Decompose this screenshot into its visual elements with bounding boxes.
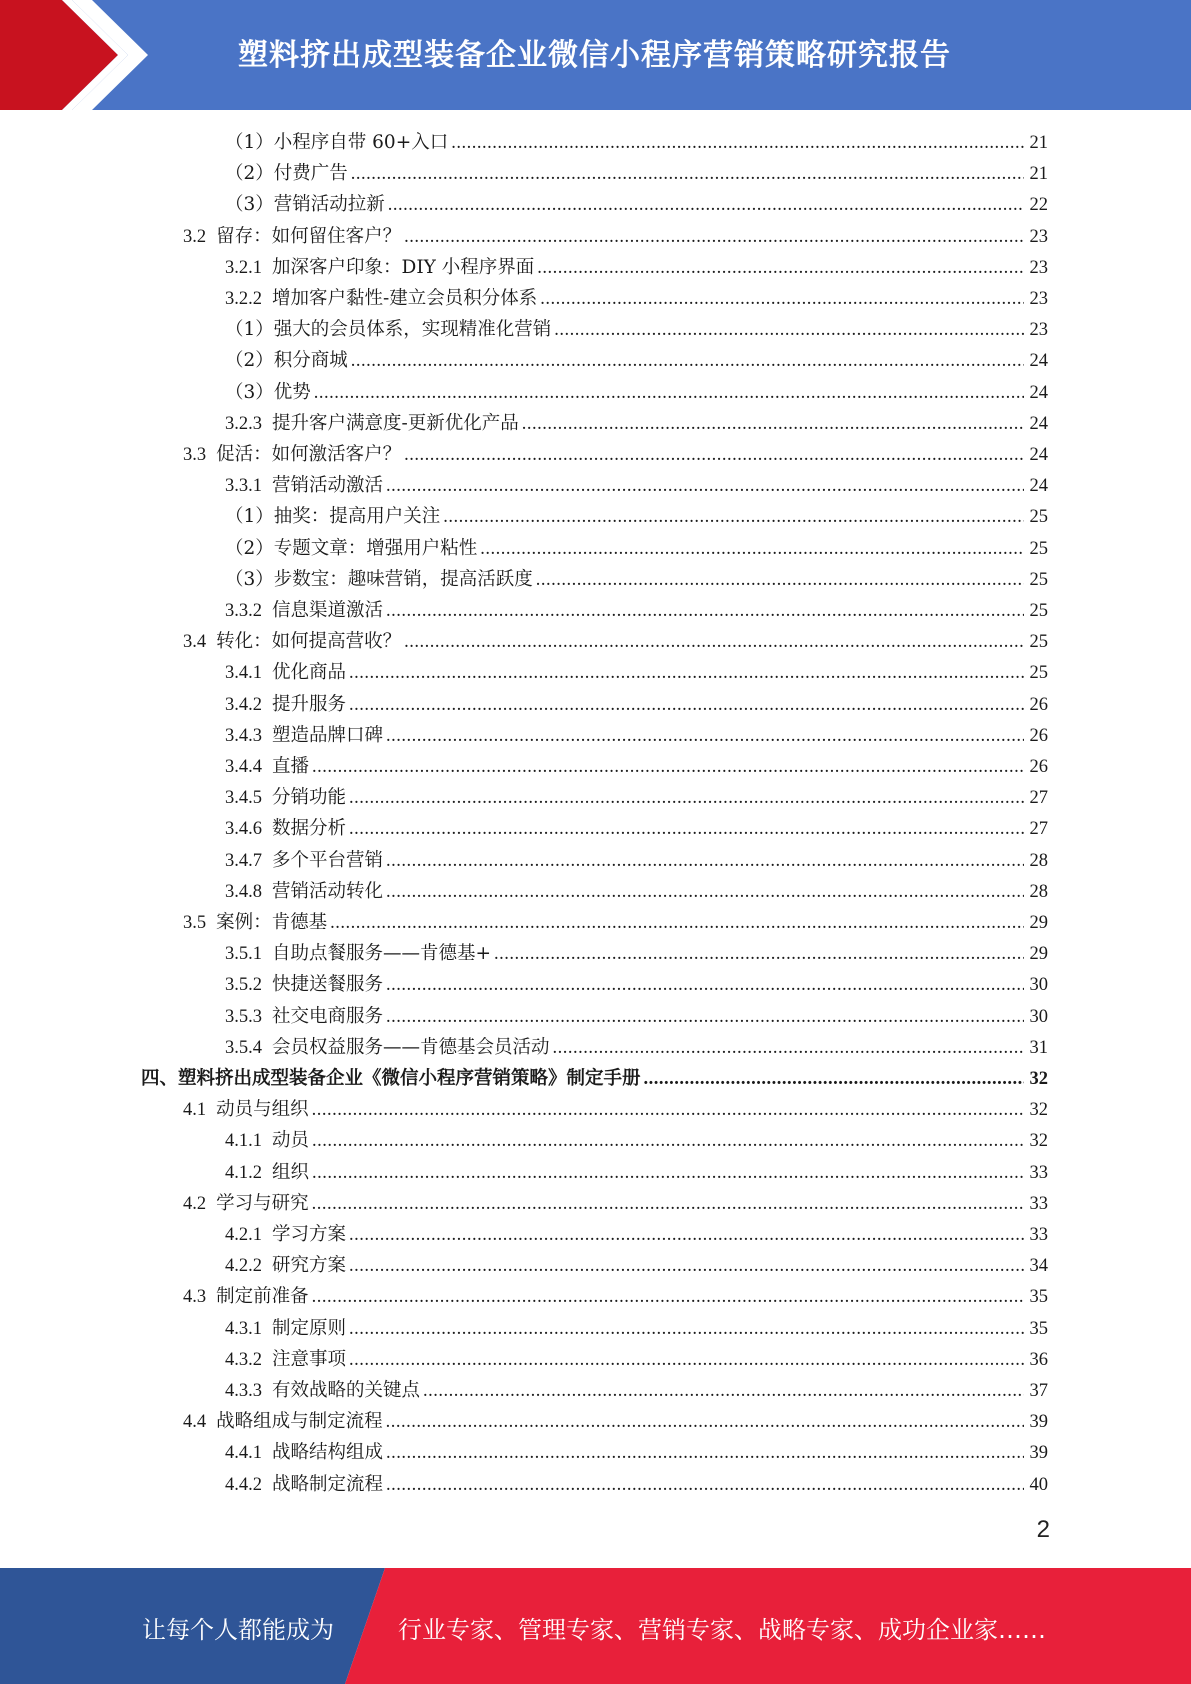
toc-entry-label: 提升客户满意度-更新优化产品 (272, 412, 519, 434)
toc-entry-page: 23 (1029, 257, 1048, 278)
toc-entry-label: 留存：如何留住客户？ (216, 225, 402, 247)
toc-entry-title (225, 876, 385, 908)
toc-dot-leader (644, 1063, 1024, 1094)
toc-entry-number: 4.1.1 (225, 1131, 262, 1152)
toc-entry[interactable] (0, 689, 1191, 720)
toc-entry-label: 多个平台营销 (272, 849, 384, 871)
toc-entry-number: 3.4 (183, 632, 207, 653)
toc-entry-number: 3.5.4 (225, 1037, 262, 1058)
toc-entry-number: 3.4.8 (225, 881, 262, 902)
toc-entry-title (225, 1157, 311, 1189)
toc-dot-leader (349, 1313, 1024, 1344)
toc-entry-number: 4.4.1 (225, 1443, 262, 1464)
toc-entry[interactable] (0, 813, 1191, 844)
toc-dot-leader (386, 470, 1024, 501)
toc-entry-label: 研究方案 (272, 1255, 347, 1277)
toc-entry-label: 社交电商服务 (272, 1005, 384, 1027)
toc-dot-leader (522, 408, 1024, 439)
toc-entry-label: 动员 (272, 1130, 310, 1152)
toc-entry[interactable] (0, 1219, 1191, 1250)
toc-entry-page: 35 (1029, 1318, 1048, 1339)
toc-dot-leader (423, 1375, 1024, 1406)
toc-entry[interactable] (0, 1188, 1191, 1219)
toc-entry-title (183, 626, 403, 658)
toc-entry[interactable] (0, 1344, 1191, 1375)
toc-entry-number: 3.2.1 (225, 257, 262, 278)
toc-entry-title (183, 1188, 311, 1220)
toc-dot-leader (386, 1001, 1024, 1032)
toc-entry-title (225, 408, 521, 440)
toc-dot-leader (494, 938, 1024, 969)
toc-entry-page: 39 (1029, 1443, 1048, 1464)
toc-entry[interactable] (0, 377, 1191, 408)
toc-entry-page: 34 (1029, 1256, 1048, 1277)
toc-entry-label: （3）优势 (225, 381, 311, 403)
toc-entry-label: （1）强大的会员体系，实现精准化营销 (225, 319, 552, 341)
toc-entry-number: 4.2.1 (225, 1225, 262, 1245)
toc-entry[interactable] (0, 938, 1191, 969)
toc-dot-leader (404, 221, 1024, 252)
toc-dot-leader (349, 689, 1024, 720)
toc-entry[interactable] (0, 845, 1191, 876)
toc-dot-leader (312, 1125, 1024, 1156)
toc-entry[interactable] (0, 345, 1191, 376)
toc-dot-leader (540, 283, 1024, 314)
toc-entry-label: 快捷送餐服务 (272, 974, 384, 996)
toc-entry-title (225, 657, 348, 689)
toc-entry-page: 30 (1029, 1006, 1048, 1027)
toc-entry[interactable] (0, 470, 1191, 501)
toc-entry-title (225, 189, 387, 220)
toc-dot-leader (312, 1157, 1024, 1188)
toc-entry[interactable] (0, 782, 1191, 813)
page-number: 2 (1036, 1516, 1050, 1543)
toc-dot-leader (386, 595, 1024, 626)
toc-entry-title (225, 470, 385, 502)
toc-entry-number: 3.5.1 (225, 944, 262, 965)
toc-entry-label: 四、塑料挤出成型装备企业《微信小程序营销策略》制定手册 (141, 1068, 641, 1089)
toc-entry-title (183, 1281, 311, 1313)
toc-entry[interactable] (0, 1094, 1191, 1125)
toc-entry[interactable] (0, 626, 1191, 657)
toc-entry-page: 24 (1029, 351, 1048, 372)
toc-entry-title (225, 533, 479, 564)
toc-dot-leader (404, 439, 1024, 470)
toc-entry-label: 战略制定流程 (272, 1473, 384, 1495)
toc-entry[interactable] (0, 314, 1191, 345)
toc-entry-label: 信息渠道激活 (272, 600, 384, 621)
toc-entry-number: 4.2 (183, 1193, 207, 1214)
toc-entry-title (225, 1250, 348, 1282)
toc-entry-page: 29 (1029, 913, 1048, 933)
toc-entry-page: 33 (1029, 1193, 1048, 1214)
toc-entry-number: 4.4.2 (225, 1474, 262, 1495)
toc-dot-leader (386, 845, 1024, 876)
toc-entry-title (225, 595, 385, 627)
toc-entry-label: 直播 (272, 756, 310, 777)
toc-entry[interactable] (0, 1032, 1191, 1063)
toc-entry[interactable] (0, 907, 1191, 938)
toc-dot-leader (349, 1219, 1024, 1250)
toc-entry-title (183, 1094, 311, 1126)
toc-dot-leader (349, 1250, 1024, 1281)
toc-entry[interactable] (0, 189, 1191, 220)
footer-banner (0, 1568, 1191, 1684)
toc-entry-page: 23 (1029, 226, 1048, 247)
toc-entry[interactable] (0, 1375, 1191, 1406)
toc-entry-title (141, 1063, 643, 1094)
toc-entry-page: 33 (1029, 1225, 1048, 1245)
toc-entry-number: 3.5.3 (225, 1006, 262, 1027)
toc-entry[interactable] (0, 751, 1191, 782)
toc-entry-number: 3.4.1 (225, 663, 262, 684)
toc-entry-page: 25 (1029, 663, 1048, 684)
toc-entry-number: 4.4 (183, 1412, 207, 1433)
toc-entry-label: 组织 (272, 1161, 310, 1183)
toc-entry-label: 优化商品 (272, 662, 347, 684)
toc-entry[interactable] (0, 657, 1191, 688)
toc-entry-number: 3.4.5 (225, 788, 262, 809)
toc-entry-page: 29 (1029, 944, 1048, 965)
toc-entry-title (183, 221, 403, 253)
toc-entry-number: 3.2.2 (225, 289, 262, 309)
toc-entry[interactable] (0, 439, 1191, 470)
toc-entry[interactable] (0, 1001, 1191, 1032)
toc-entry-page: 23 (1029, 289, 1048, 309)
toc-dot-leader (451, 127, 1024, 158)
toc-entry-number: 4.3.3 (225, 1381, 262, 1401)
toc-dot-leader (388, 189, 1024, 220)
toc-entry-page: 28 (1029, 881, 1048, 902)
toc-entry-label: 加深客户印象：DIY 小程序界面 (272, 256, 535, 278)
toc-entry-label: 制定原则 (272, 1317, 347, 1339)
toc-entry[interactable] (0, 1125, 1191, 1156)
toc-dot-leader (351, 345, 1024, 376)
toc-entry-page: 28 (1029, 850, 1048, 871)
toc-entry-title (225, 1032, 552, 1064)
toc-entry-title (225, 501, 442, 532)
toc-entry-title (225, 720, 385, 752)
toc-dot-leader (404, 626, 1024, 657)
toc-dot-leader (349, 1344, 1024, 1375)
toc-entry-number: 3.5.2 (225, 975, 262, 996)
toc-entry[interactable] (0, 1157, 1191, 1188)
toc-entry-title (225, 1469, 385, 1501)
toc-dot-leader (349, 813, 1024, 844)
toc-entry-page: 27 (1029, 788, 1048, 809)
toc-entry[interactable] (0, 1063, 1191, 1094)
toc-entry[interactable] (0, 1406, 1191, 1437)
toc-entry-page: 25 (1029, 601, 1048, 621)
toc-entry-number: 3.2.3 (225, 413, 262, 434)
toc-entry[interactable] (0, 1437, 1191, 1468)
toc-dot-leader (386, 1406, 1024, 1437)
toc-entry-label: 学习与研究 (216, 1192, 309, 1214)
toc-dot-leader (554, 314, 1024, 345)
toc-entry-page: 25 (1029, 569, 1048, 590)
toc-entry-label: 增加客户黏性-建立会员积分体系 (272, 288, 538, 309)
toc-entry-title (225, 1344, 348, 1376)
toc-entry[interactable] (0, 876, 1191, 907)
toc-dot-leader (351, 158, 1024, 189)
toc-entry[interactable] (0, 1250, 1191, 1281)
toc-entry-label: 注意事项 (272, 1348, 347, 1370)
toc-entry[interactable] (0, 252, 1191, 283)
toc-entry-page: 32 (1029, 1100, 1048, 1121)
toc-dot-leader (537, 252, 1024, 283)
toc-entry-page: 40 (1029, 1474, 1048, 1495)
toc-entry-page: 25 (1029, 632, 1048, 653)
toc-entry-number: 3.3.1 (225, 476, 262, 497)
toc-entry-label: 促活：如何激活客户？ (216, 444, 402, 465)
toc-entry-number: 4.3.1 (225, 1318, 262, 1339)
toc-entry-page: 24 (1029, 476, 1048, 497)
toc-entry-page: 31 (1029, 1037, 1048, 1058)
header-banner (0, 0, 1191, 110)
toc-entry-label: 制定前准备 (216, 1286, 309, 1308)
toc-entry-number: 3.3 (183, 445, 207, 465)
toc-entry-label: 数据分析 (272, 818, 347, 840)
toc-entry-title (225, 1313, 348, 1345)
toc-entry-title (225, 813, 348, 845)
toc-entry-title (183, 439, 403, 471)
toc-entry[interactable] (0, 969, 1191, 1000)
toc-entry-page: 24 (1029, 413, 1048, 434)
toc-entry-title (225, 314, 553, 345)
toc-entry-page: 26 (1029, 757, 1048, 777)
toc-entry[interactable] (0, 221, 1191, 252)
toc-entry[interactable] (0, 595, 1191, 626)
toc-entry-number: 4.2.2 (225, 1256, 262, 1277)
toc-dot-leader (480, 533, 1024, 564)
toc-entry-page: 32 (1029, 1069, 1048, 1089)
toc-entry-label: 营销活动转化 (272, 880, 384, 902)
footer-slogan-left: 让每个人都能成为 (142, 1616, 334, 1644)
toc-entry-page: 35 (1029, 1287, 1048, 1308)
report-title: 塑料挤出成型装备企业微信小程序营销策略研究报告 (238, 38, 951, 73)
toc-entry-page: 25 (1029, 507, 1048, 528)
toc-dot-leader (386, 969, 1024, 1000)
toc-dot-leader (330, 907, 1024, 938)
toc-entry-number: 3.5 (183, 913, 207, 933)
toc-entry-page: 39 (1029, 1412, 1048, 1433)
toc-entry-label: 自助点餐服务——肯德基+ (272, 943, 492, 965)
toc-entry-title (225, 377, 313, 408)
toc-entry[interactable] (0, 158, 1191, 189)
toc-entry-number: 4.1 (183, 1100, 207, 1121)
toc-entry-number: 3.4.4 (225, 757, 262, 777)
toc-entry-page: 21 (1029, 164, 1048, 185)
toc-entry[interactable] (0, 1313, 1191, 1344)
toc-entry-label: 会员权益服务——肯德基会员活动 (272, 1036, 550, 1058)
toc-entry-label: 有效战略的关键点 (272, 1380, 421, 1401)
toc-entry[interactable] (0, 564, 1191, 595)
toc-entry[interactable] (0, 720, 1191, 751)
toc-entry[interactable] (0, 283, 1191, 314)
toc-entry-title (225, 252, 536, 284)
toc-entry-label: 战略组成与制定流程 (216, 1411, 383, 1433)
toc-entry-number: 3.4.6 (225, 819, 262, 840)
toc-entry-label: 营销活动激活 (272, 475, 384, 497)
toc-entry-number: 3.4.7 (225, 850, 262, 871)
toc-dot-leader (386, 720, 1024, 751)
toc-entry-label: （2）积分商城 (225, 350, 348, 372)
toc-entry-label: 战略结构组成 (272, 1442, 384, 1464)
toc-dot-leader (553, 1032, 1024, 1063)
toc-entry-label: 转化：如何提高营收？ (216, 631, 402, 653)
toc-dot-leader (386, 1469, 1024, 1500)
toc-entry-title (183, 907, 329, 939)
toc-dot-leader (314, 377, 1024, 408)
toc-entry-label: 塑造品牌口碑 (272, 724, 384, 746)
toc-entry-label: （3）营销活动拉新 (225, 194, 385, 216)
toc-entry-label: 分销功能 (272, 787, 347, 809)
toc-entry-page: 25 (1029, 538, 1048, 559)
toc-entry-title (225, 689, 348, 721)
toc-entry-title (225, 1375, 422, 1407)
toc-entry[interactable] (0, 408, 1191, 439)
toc-entry-page: 22 (1029, 195, 1048, 216)
toc-entry-title (225, 1001, 385, 1033)
toc-entry-page: 32 (1029, 1131, 1048, 1152)
toc-entry-page: 37 (1029, 1381, 1048, 1401)
toc-dot-leader (386, 876, 1024, 907)
toc-dot-leader (312, 1094, 1024, 1125)
toc-entry-title (225, 127, 450, 158)
toc-entry-title (225, 1219, 348, 1251)
toc-entry[interactable] (0, 1469, 1191, 1500)
toc-entry[interactable] (0, 501, 1191, 532)
toc-entry-number: 3.4.2 (225, 694, 262, 715)
toc-entry-number: 3.4.3 (225, 725, 262, 746)
toc-dot-leader (312, 751, 1024, 782)
toc-entry-number: 4.1.2 (225, 1162, 262, 1183)
toc-entry-page: 33 (1029, 1162, 1048, 1183)
toc-dot-leader (536, 564, 1024, 595)
toc-entry-title (225, 938, 493, 970)
toc-entry[interactable] (0, 533, 1191, 564)
toc-entry-label: （3）步数宝：趣味营销，提高活跃度 (225, 568, 533, 590)
toc-entry-page: 30 (1029, 975, 1048, 996)
toc-entry-title (225, 845, 385, 877)
toc-entry-page: 24 (1029, 382, 1048, 403)
toc-dot-leader (349, 782, 1024, 813)
toc-entry-number: 4.3.2 (225, 1349, 262, 1370)
toc-entry-page: 24 (1029, 445, 1048, 465)
toc-entry-title (225, 158, 350, 189)
toc-dot-leader (386, 1437, 1024, 1468)
toc-entry-page: 26 (1029, 725, 1048, 746)
toc-entry[interactable] (0, 1281, 1191, 1312)
toc-entry-label: 学习方案 (272, 1224, 347, 1245)
toc-entry-title (225, 1125, 311, 1157)
toc-dot-leader (312, 1188, 1024, 1219)
toc-entry-number: 3.2 (183, 226, 207, 247)
toc-entry-page: 36 (1029, 1349, 1048, 1370)
toc-entry-number: 4.3 (183, 1287, 207, 1308)
footer-slogan-right: 行业专家、管理专家、营销专家、战略专家、成功企业家…… (398, 1616, 1046, 1644)
toc-entry-label: 提升服务 (272, 693, 347, 715)
toc-entry-label: （2）付费广告 (225, 163, 348, 185)
toc-entry-title (225, 969, 385, 1001)
toc-entry-number: 3.3.2 (225, 601, 262, 621)
toc-entry-title (225, 751, 311, 783)
toc-entry-page: 23 (1029, 320, 1048, 341)
toc-entry-title (183, 1406, 385, 1438)
toc-entry-title (225, 283, 539, 315)
toc-entry-page: 21 (1029, 133, 1048, 153)
toc-entry-label: 案例：肯德基 (216, 912, 328, 933)
toc-entry-label: （2）专题文章：增强用户粘性 (225, 537, 478, 559)
toc-entry-label: （1）小程序自带 60+入口 (225, 132, 449, 153)
toc-dot-leader (312, 1281, 1024, 1312)
toc-entry-page: 26 (1029, 694, 1048, 715)
toc-entry-page: 27 (1029, 819, 1048, 840)
toc-entry-title (225, 345, 350, 376)
toc-entry-title (225, 1437, 385, 1469)
toc-dot-leader (349, 657, 1024, 688)
toc-entry-label: （1）抽奖：提高用户关注 (225, 506, 441, 528)
toc-entry-title (225, 564, 535, 595)
toc-entry-label: 动员与组织 (216, 1099, 309, 1121)
toc-entry[interactable] (0, 127, 1191, 158)
toc-dot-leader (443, 501, 1024, 532)
toc-entry-title (225, 782, 348, 814)
